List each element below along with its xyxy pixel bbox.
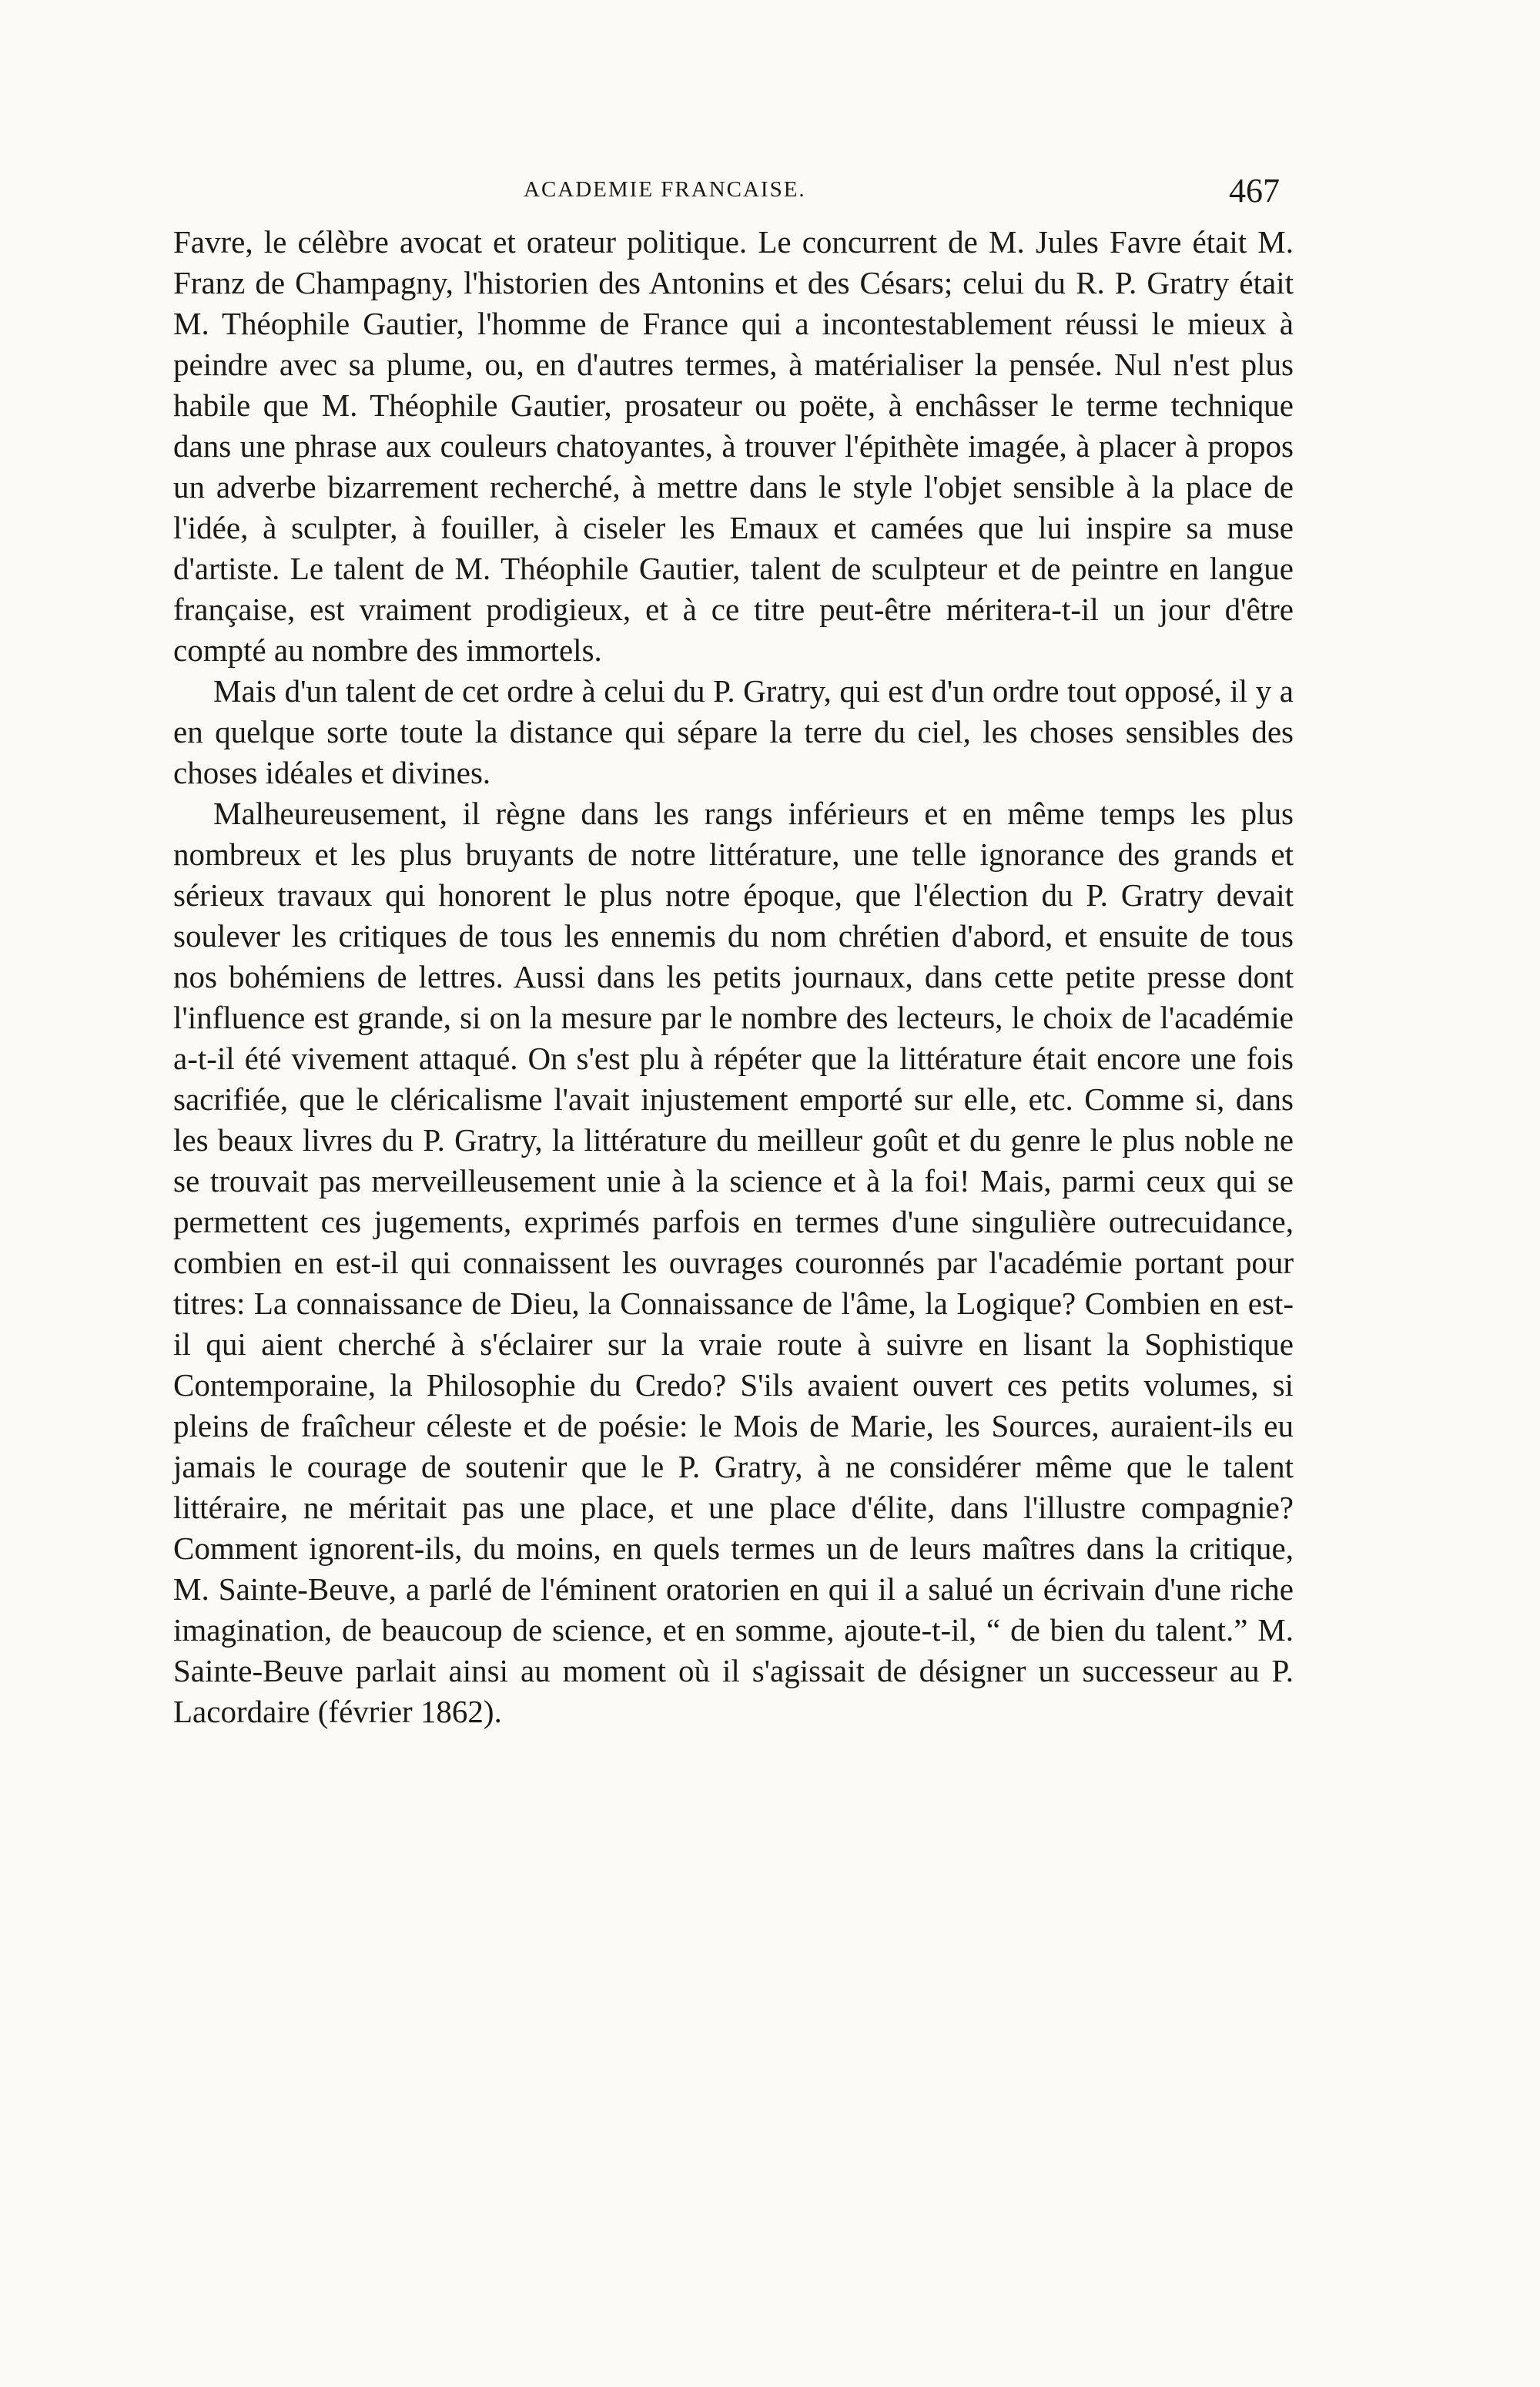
paragraph-2: Mais d'un talent de cet ordre à celui du P. Gratry, qui est d'un ordre tout opposé, il y a en quelque sorte toute la distance qui sépare la terre du ciel, les choses sensibles des choses idéales et divines.	[173, 673, 1294, 790]
paragraph-1: Favre, le célèbre avocat et orateur politique. Le concurrent de M. Jules Favre était M. Franz de Champagny, l'historien des Antonins et des Césars; celui du R. P. Gratry était M. Théophile Gautier, l'homme de France qui a incontestablement réussi le mieux à peindre avec sa plume, ou, en d'autres termes, à matérialiser la pensée. Nul n'est plus habile que M. Théophile Gautier, prosateur ou poëte, à enchâsser le terme technique dans une phrase aux couleurs chatoyantes, à trouver l'épithète imagée, à placer à propos un adverbe bizarrement recherché, à mettre dans le style l'objet sensible à la place de l'idée, à sculpter, à fouiller, à ciseler les Emaux et camées que lui inspire sa muse d'artiste. Le talent de M. Théophile Gautier, talent de sculpteur et de peintre en langue française, est vraiment prodigieux, et à ce titre peut-être méritera-t-il un jour d'être compté au nombre des immortels.	[173, 224, 1294, 668]
running-title: ACADEMIE FRANCAISE.	[524, 177, 806, 202]
page-number: 467	[1229, 172, 1280, 210]
body-text	[173, 222, 1294, 1732]
paragraph-3: Malheureusement, il règne dans les rangs inférieurs et en même temps les plus nombreux et les plus bruyants de notre littérature, une telle ignorance des grands et sérieux travaux qui honorent le plus notre époque, que l'élection du P. Gratry devait soulever les critiques de tous les ennemis du nom chrétien d'abord, et ensuite de tous nos bohémiens de lettres. Aussi dans les petits journaux, dans cette petite presse dont l'influence est grande, si on la mesure par le nombre des lecteurs, le choix de l'académie a-t-il été vivement attaqué. On s'est plu à répéter que la littérature était encore une fois sacrifiée, que le cléricalisme l'avait injustement emporté sur elle, etc. Comme si, dans les beaux livres du P. Gratry, la littérature du meilleur goût et du genre le plus noble ne se trouvait pas merveilleusement unie à la science et à la foi! Mais, parmi ceux qui se permettent ces jugements, exprimés parfois en termes d'une singulière outrecuidance, combien en est-il qui connaissent les ouvrages couronnés par l'académie portant pour titres: La connaissance de Dieu, la Connaissance de l'âme, la Logique? Combien en est-il qui aient cherché à s'éclairer sur la vraie route à suivre en lisant la Sophistique Contemporaine, la Philosophie du Credo? S'ils avaient ouvert ces petits volumes, si pleins de fraîcheur céleste et de poésie: le Mois de Marie, les Sources, auraient-ils eu jamais le courage de soutenir que le P. Gratry, à ne considérer même que le talent littéraire, ne méritait pas une place, et une place d'élite, dans l'illustre compagnie? Comment ignorent-ils, du moins, en quels termes un de leurs maîtres dans la critique, M. Sainte-Beuve, a parlé de l'éminent oratorien en qui il a salué un écrivain d'une riche imagination, de beaucoup de science, et en somme, ajoute-t-il, “ de bien du talent.” M. Sainte-Beuve parlait ainsi au moment où il s'agissait de désigner un successeur au P. Lacordaire (février 1862).	[173, 796, 1294, 1729]
page-header	[0, 168, 1540, 214]
